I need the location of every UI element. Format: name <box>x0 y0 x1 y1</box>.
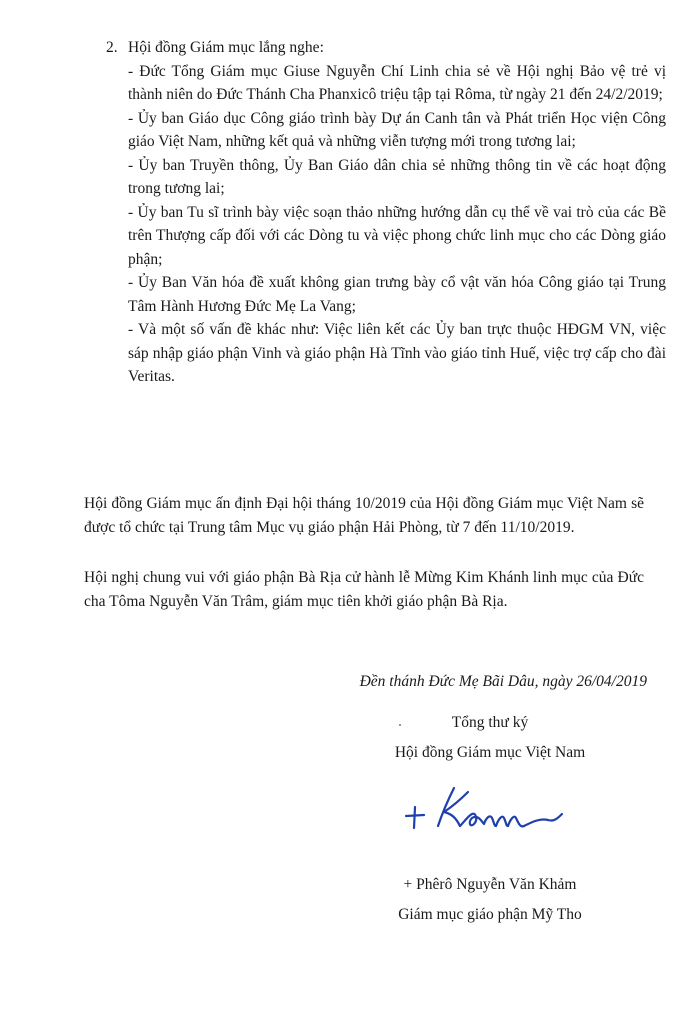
place-date: Đền thánh Đức Mẹ Bãi Dâu, ngày 26/04/2019 <box>359 673 647 690</box>
section-number: 2. <box>106 39 118 56</box>
signer-name: + Phêrô Nguyễn Văn Khảm <box>403 876 577 893</box>
list-item: - Ủy ban Truyền thông, Ủy Ban Giáo dân chia sẻ những thông tin về các hoạt động trong tương lai; <box>128 156 666 197</box>
section-heading <box>106 36 666 60</box>
signatory-title-block <box>380 708 600 768</box>
list-item: - Ủy Ban Văn hóa đề xuất không gian trưng bày cổ vật văn hóa Công giáo tại Trung Tâm Hành Hương Đức Mẹ La Vang; <box>128 274 666 315</box>
signer-block <box>380 870 600 930</box>
list-item: - Và một số vấn đề khác như: Việc liên kết các Ủy ban trực thuộc HĐGM VN, việc sáp nhập giáo phận Vinh và giáo phận Hà Tĩnh vào giáo tỉnh Huế, việc trợ cấp cho đài Veritas. <box>128 321 666 385</box>
section-heading-text: Hội đồng Giám mục lắng nghe: <box>128 39 324 56</box>
signatory-organization: Hội đồng Giám mục Việt Nam <box>394 744 586 761</box>
list-item: - Đức Tổng Giám mục Giuse Nguyễn Chí Linh chia sẻ về Hội nghị Bảo vệ trẻ vị thành niên do Đức Thánh Cha Phanxicô triệu tập tại Rôma, từ ngày 21 đến 24/2/2019; <box>128 62 666 103</box>
section-2 <box>106 36 666 389</box>
signatory-title: Tổng thư ký <box>451 714 529 731</box>
paragraph-jubilee: Hội nghị chung vui với giáo phận Bà Rịa cử hành lễ Mừng Kim Khánh linh mục của Đức cha Tôma Nguyễn Văn Trâm, giám mục tiên khởi giáo phận Bà Rịa. <box>84 569 644 610</box>
paragraph-assembly: Hội đồng Giám mục ấn định Đại hội tháng 10/2019 của Hội đồng Giám mục Việt Nam sẽ được tổ chức tại Trung tâm Mục vụ giáo phận Hải Phòng, từ 7 đến 11/10/2019. <box>84 495 644 536</box>
signer-role: Giám mục giáo phận Mỹ Tho <box>398 906 582 923</box>
section-items <box>128 60 666 389</box>
list-item: - Ủy ban Tu sĩ trình bày việc soạn thảo những hướng dẫn cụ thể về vai trò của các Bề trên Thượng cấp đối với các Dòng tu và việc phong chức linh mục cho các Dòng giáo phận; <box>128 203 666 268</box>
list-item: - Ủy ban Giáo dục Công giáo trình bày Dự án Canh tân và Phát triển Học viện Công giáo Việt Nam, những kết quả và những viễn tượng mới trong tương lai; <box>128 109 666 150</box>
handwritten-signature <box>398 782 578 838</box>
